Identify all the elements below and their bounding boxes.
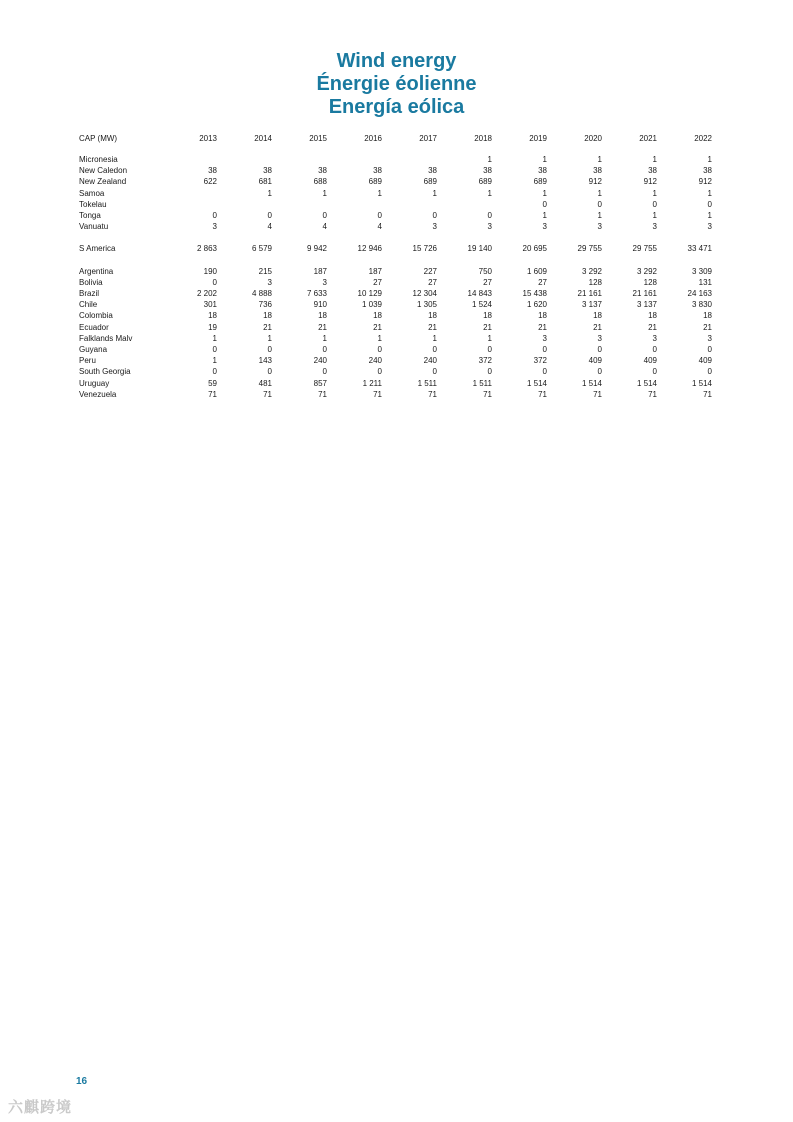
cell-value: 1 [542,155,547,164]
cell-value: 1 [597,155,602,164]
cell-value: 681 [258,177,272,187]
cell-value: 21 [593,322,602,332]
cell-value: 4 [322,222,327,232]
cell-value: 1 514 [526,378,547,388]
cell-value: 128 [588,277,602,287]
header-year: 2014 [254,133,272,143]
page-number: 16 [76,1076,88,1087]
cell-value: 1 [212,333,217,343]
cell-value: 71 [428,389,437,399]
cell-value: 0 [652,345,657,355]
cell-value: 0 [432,367,437,377]
cell-value: 0 [487,345,492,355]
row-label: Uruguay [79,378,110,388]
row-label: Colombia [79,311,113,321]
table-header-row [79,131,712,146]
row-label: Tonga [79,211,101,221]
table-row [79,355,712,366]
cell-value: 38 [263,166,272,176]
cell-value: 71 [648,389,657,399]
row-label: Falklands Malv [79,333,133,343]
cell-value [162,188,217,199]
row-label: S America [79,244,116,254]
table-row [79,344,712,355]
table-row [79,199,712,210]
cell-value: 143 [258,356,272,366]
cell-value: 481 [258,378,272,388]
cell-value: 18 [208,311,217,321]
watermark-logo: 六麒跨境 [8,1099,73,1116]
cell-value: 3 [652,333,657,343]
cell-value: 0 [542,199,547,209]
cell-value: 3 [212,222,217,232]
cell-value: 1 [542,188,547,198]
row-label: New Caledon [79,166,128,176]
cell-value: 688 [313,177,327,187]
cell-value: 622 [203,177,217,187]
header-label: CAP (MW) [79,133,118,143]
cell-value: 59 [208,378,217,388]
cell-value: 71 [703,389,712,399]
cell-value: 14 843 [467,289,492,299]
cell-value: 1 [652,155,657,164]
row-label: Peru [79,356,96,366]
cell-value: 18 [648,311,657,321]
cell-value: 912 [698,177,712,187]
cell-value [162,199,217,210]
cell-value: 3 [542,222,547,232]
cell-value: 1 511 [472,378,492,388]
cell-value: 4 [377,222,382,232]
cell-value: 1 [597,188,602,198]
cell-value: 409 [588,356,602,366]
cell-value: 689 [423,177,437,187]
cell-value: 21 [373,322,382,332]
cell-value: 689 [478,177,492,187]
cell-value: 3 [322,277,327,287]
cell-value: 910 [313,300,327,310]
cell-value: 29 755 [632,244,657,254]
cell-value: 689 [368,177,382,187]
cell-value: 15 726 [412,244,437,254]
cell-value: 3 137 [636,300,657,310]
row-label: Argentina [79,266,114,276]
cell-value: 1 609 [526,266,547,276]
cell-value: 71 [538,389,547,399]
cell-value: 240 [313,356,327,366]
cell-value: 2 863 [196,244,217,254]
cell-value: 4 888 [251,289,272,299]
title-spanish: Energía eólica [328,96,465,118]
cell-value: 3 [707,222,712,232]
table-row [79,299,712,310]
cell-value: 1 [377,188,382,198]
row-label: Ecuador [79,322,109,332]
cell-value: 3 [542,333,547,343]
table-row [79,378,712,389]
cell-value: 0 [267,367,272,377]
cell-value: 6 579 [251,244,272,254]
table-row [79,266,712,277]
cell-value: 3 [487,222,492,232]
cell-value: 1 [322,333,327,343]
cell-value: 0 [542,345,547,355]
spacer-row [79,255,712,266]
cell-value: 33 471 [687,244,712,254]
cell-value: 912 [643,177,657,187]
table-row [79,310,712,321]
cell-value: 21 [483,322,492,332]
cell-value: 3 137 [581,300,602,310]
cell-value: 0 [707,345,712,355]
cell-value: 240 [423,356,437,366]
cell-value: 27 [538,277,547,287]
cell-value: 3 [597,333,602,343]
cell-value: 0 [487,211,492,221]
cell-value: 21 [318,322,327,332]
cell-value: 3 [652,222,657,232]
cell-value: 9 942 [306,244,327,254]
header-year: 2015 [309,133,327,143]
cell-value: 1 [487,188,492,198]
cell-value: 1 [377,333,382,343]
cell-value: 3 309 [691,266,712,276]
cell-value: 187 [313,266,327,276]
cell-value: 1 [432,188,437,198]
cell-value: 1 [597,211,602,221]
cell-value: 18 [428,311,437,321]
row-label: Bolivia [79,277,103,287]
cell-value: 0 [597,367,602,377]
header-year: 2020 [584,133,602,143]
header-year: 2016 [364,133,382,143]
cell-value: 3 [267,277,272,287]
row-label: New Zealand [79,177,127,187]
cell-value: 3 [707,333,712,343]
cell-value: 0 [597,199,602,209]
header-year: 2019 [529,133,547,143]
cell-value: 1 524 [471,300,492,310]
cell-value: 1 [212,356,217,366]
cell-value: 38 [538,166,547,176]
cell-value: 71 [483,389,492,399]
cell-value: 0 [652,367,657,377]
cell-value: 372 [533,356,547,366]
cell-value: 21 [428,322,437,332]
cell-value: 71 [208,389,217,399]
table-row [79,366,712,377]
table-row [79,154,712,165]
cell-value [382,154,437,165]
cell-value: 21 161 [632,289,657,299]
cell-value: 0 [377,367,382,377]
cell-value: 0 [432,345,437,355]
header-year: 2018 [474,133,492,143]
title-english: Wind energy [336,50,457,72]
cell-value [437,199,492,210]
cell-value: 38 [208,166,217,176]
table-row [79,288,712,299]
cell-value: 18 [373,311,382,321]
cell-value: 0 [707,199,712,209]
cell-value: 0 [267,345,272,355]
table-row [79,176,712,187]
cell-value: 1 [707,188,712,198]
cell-value: 38 [648,166,657,176]
cell-value: 71 [373,389,382,399]
cell-value: 18 [263,311,272,321]
table-row [79,322,712,333]
title-french: Énergie éolienne [316,73,477,95]
cell-value: 0 [212,277,217,287]
cell-value: 71 [318,389,327,399]
cell-value: 0 [212,345,217,355]
table-row [79,210,712,221]
page-title [0,50,793,119]
header-year: 2013 [199,133,217,143]
cell-value: 29 755 [577,244,602,254]
cell-value: 190 [203,266,217,276]
cell-value: 71 [263,389,272,399]
cell-value: 240 [368,356,382,366]
cell-value [162,154,217,165]
cell-value: 21 [263,322,272,332]
cell-value: 372 [478,356,492,366]
cell-value: 15 438 [522,289,547,299]
table-row [79,277,712,288]
row-label: Micronesia [79,155,118,164]
cell-value: 12 946 [357,244,382,254]
cell-value: 1 [267,188,272,198]
cell-value: 18 [593,311,602,321]
spacer-row [79,232,712,243]
cell-value: 1 511 [417,378,437,388]
capacity-table [79,131,712,400]
cell-value [327,154,382,165]
cell-value: 38 [373,166,382,176]
cell-value: 0 [377,345,382,355]
cell-value: 38 [593,166,602,176]
cell-value: 1 [652,211,657,221]
cell-value: 1 [542,211,547,221]
row-label: Tokelau [79,199,107,209]
cell-value: 0 [322,367,327,377]
cell-value: 3 292 [581,266,602,276]
cell-value: 18 [318,311,327,321]
cell-value: 4 [267,222,272,232]
cell-value: 215 [258,266,272,276]
cell-value: 689 [533,177,547,187]
cell-value: 27 [428,277,437,287]
cell-value: 18 [703,311,712,321]
cell-value: 0 [212,367,217,377]
cell-value: 27 [483,277,492,287]
cell-value: 912 [588,177,602,187]
cell-value: 1 [267,333,272,343]
cell-value: 1 620 [526,300,547,310]
cell-value: 1 305 [416,300,437,310]
table-row [79,333,712,344]
cell-value: 1 514 [581,378,602,388]
cell-value: 128 [643,277,657,287]
row-label: Guyana [79,345,108,355]
cell-value: 0 [377,211,382,221]
table-row [79,389,712,400]
cell-value: 1 [322,188,327,198]
cell-value: 7 633 [306,289,327,299]
cell-value: 20 695 [522,244,547,254]
cell-value: 18 [483,311,492,321]
cell-value: 71 [593,389,602,399]
cell-value: 19 [208,322,217,332]
cell-value: 409 [698,356,712,366]
cell-value: 750 [478,266,492,276]
cell-value: 3 [432,222,437,232]
table-row [79,165,712,176]
cell-value: 18 [538,311,547,321]
cell-value: 0 [267,211,272,221]
cell-value: 0 [322,211,327,221]
cell-value: 227 [423,266,437,276]
cell-value: 0 [212,211,217,221]
cell-value [217,199,272,210]
row-label: South Georgia [79,367,131,377]
cell-value: 21 [703,322,712,332]
cell-value: 38 [483,166,492,176]
cell-value: 2 202 [196,289,217,299]
cell-value: 21 161 [577,289,602,299]
cell-value: 0 [487,367,492,377]
header-year: 2017 [419,133,437,143]
cell-value: 21 [648,322,657,332]
cell-value: 301 [203,300,217,310]
table-row [79,188,712,199]
cell-value: 38 [703,166,712,176]
cell-value: 21 [538,322,547,332]
cell-value [272,154,327,165]
cell-value: 1 [652,188,657,198]
row-label: Venezuela [79,389,117,399]
cell-value: 857 [313,378,327,388]
cell-value: 0 [707,367,712,377]
cell-value [327,199,382,210]
cell-value: 3 [597,222,602,232]
spacer-row [79,146,712,154]
cell-value [382,199,437,210]
cell-value: 736 [258,300,272,310]
cell-value: 0 [652,199,657,209]
row-label: Vanuatu [79,222,109,232]
cell-value: 0 [322,345,327,355]
cell-value: 1 [707,211,712,221]
row-label: Chile [79,300,98,310]
cell-value: 1 514 [691,378,712,388]
cell-value: 19 140 [467,244,492,254]
cell-value: 187 [368,266,382,276]
cell-value: 3 292 [636,266,657,276]
cell-value: 38 [428,166,437,176]
header-year: 2022 [694,133,712,143]
cell-value: 24 163 [687,289,712,299]
cell-value [217,154,272,165]
region-total-row [79,243,712,254]
cell-value: 131 [698,277,712,287]
cell-value: 409 [643,356,657,366]
cell-value: 1 039 [361,300,382,310]
cell-value: 1 [487,333,492,343]
cell-value: 1 [432,333,437,343]
cell-value: 10 129 [357,289,382,299]
header-year: 2021 [639,133,657,143]
cell-value: 1 514 [636,378,657,388]
cell-value: 3 830 [691,300,712,310]
row-label: Brazil [79,289,100,299]
cell-value: 1 [707,155,712,164]
cell-value [272,199,327,210]
cell-value: 0 [597,345,602,355]
cell-value: 27 [373,277,382,287]
cell-value: 1 211 [362,378,382,388]
cell-value: 0 [542,367,547,377]
cell-value: 1 [487,155,492,164]
cell-value: 12 304 [412,289,437,299]
row-label: Samoa [79,188,105,198]
cell-value: 0 [432,211,437,221]
cell-value: 38 [318,166,327,176]
table-row [79,221,712,232]
